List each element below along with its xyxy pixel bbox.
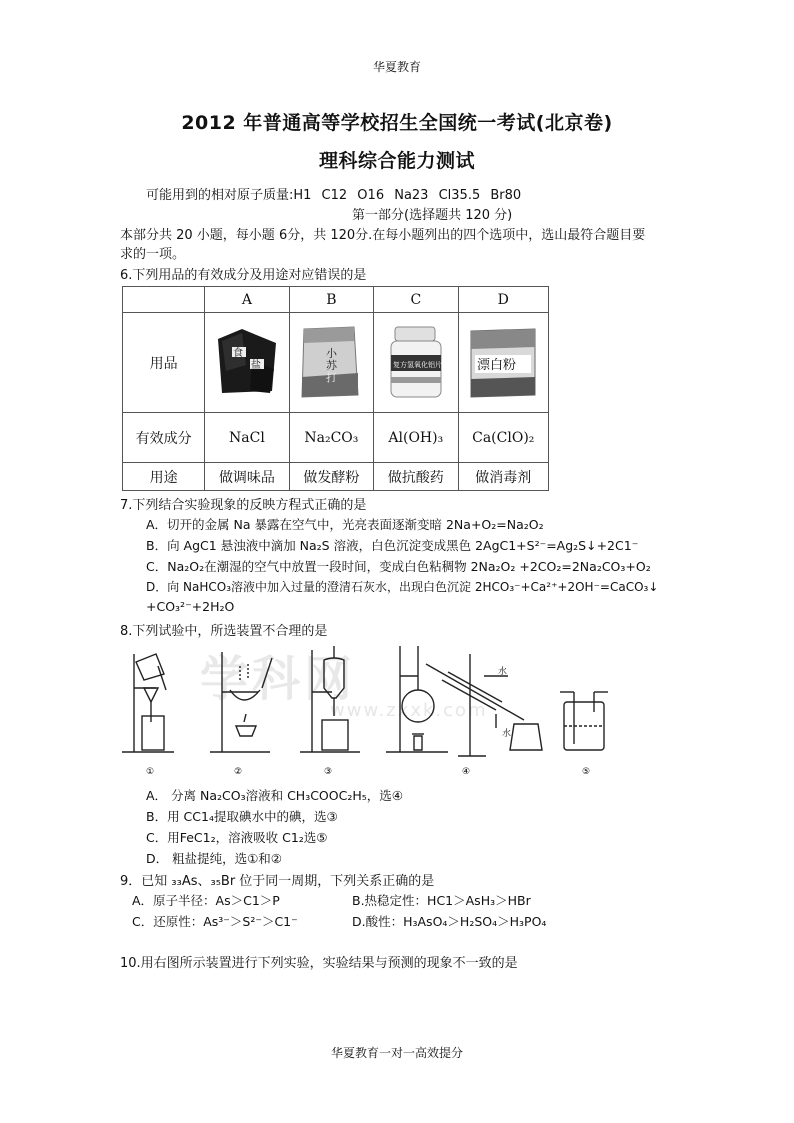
apparatus-5-wash-bottle [560,692,608,750]
figure-label-5: ⑤ [582,767,591,777]
label-water-out: 水 [502,729,512,739]
q7-option-c: C．Na₂O₂在潮湿的空气中放置一段时间，变成白色粘稠物 2Na₂O₂ +2CO₂=2Na₂CO₃+O₂ [146,559,651,574]
q6-use-c: 做抗酸药 [374,463,458,491]
q6-table [122,286,549,491]
svg-text:小: 小 [326,346,338,360]
q8-stem: 8.下列试验中，所选装置不合理的是 [120,624,328,639]
q6-col-d: D [458,287,548,313]
apparatus-2-evaporation [210,652,272,752]
antacid-bottle-image [381,321,451,401]
page-header: 华夏教育 [372,60,421,74]
q6-corner [123,287,205,313]
q6-ingredient-c: Al(OH)₃ [374,413,458,463]
page-footer: 华夏教育一对一高效提分 [330,1046,463,1060]
figure-label-3: ③ [324,767,333,777]
q7-option-b: B．向 AgC1 悬浊液中滴加 Na₂S 溶液，白色沉淀变成黑色 2AgC1+S²⁻=Ag₂S↓+2C1⁻ [146,538,639,553]
q9-option-b: B.热稳定性：HC1＞AsH₃＞HBr [352,893,531,908]
q7-option-d: D．向 NaHCO₃溶液中加入过量的澄清石灰水，出现白色沉淀 2HCO₃⁻+Ca²⁺+2OH⁻=CaCO₃↓ [146,580,659,594]
q9-stem: 9．已知 ₃₃As、₃₅Br 位于同一周期，下列关系正确的是 [120,874,435,889]
q8-option-b: B．用 CC1₄提取碘水中的碘，选③ [146,809,338,824]
q6-row-label-ingredient: 有效成分 [123,413,205,463]
q6-row-label-use: 用途 [123,463,205,491]
q8-option-a: A． 分离 Na₂CO₃溶液和 CH₃COOC₂H₅，选④ [146,788,403,803]
q6-use-d: 做消毒剂 [458,463,548,491]
q10-stem: 10.用右图所示装置进行下列实验，实验结果与预测的现象不一致的是 [120,956,518,971]
svg-text:复方氢氧化铝片: 复方氢氧化铝片 [392,360,442,369]
q6-ingredient-a: NaCl [205,413,289,463]
q6-stem: 6.下列用品的有效成分及用途对应错误的是 [120,268,367,283]
bleach-powder-bag-image [465,321,541,401]
q6-col-c: C [374,287,458,313]
q9-option-c: C．还原性：As³⁻＞S²⁻＞C1⁻ [132,914,298,929]
q6-use-b: 做发酵粉 [289,463,373,491]
q6-product-d [458,313,548,413]
q6-row-label-product: 用品 [123,313,205,413]
watermark-url: www.zxxk.com [330,700,488,721]
q7-option-a: A．切开的金属 Na 暴露在空气中，光亮表面逐渐变暗 2Na+O₂=Na₂O₂ [146,517,544,532]
q6-col-a: A [205,287,289,313]
q6-product-a [205,313,289,413]
q6-product-b [289,313,373,413]
svg-text:苏: 苏 [326,358,338,372]
baking-soda-bag-image [296,321,366,401]
exam-title: 2012 年普通高等学校招生全国统一考试(北京卷) [181,112,613,134]
part-heading: 第一部分(选择题共 120 分) [352,208,513,223]
figure-label-1: ① [146,767,155,777]
svg-text:食: 食 [232,347,243,359]
svg-text:盐: 盐 [250,359,261,371]
q6-product-c [374,313,458,413]
q8-option-d: D． 粗盐提纯，选①和② [146,851,283,866]
q6-ingredient-b: Na₂CO₃ [289,413,373,463]
apparatus-4-distillation [386,646,542,756]
q6-ingredient-d: Ca(ClO)₂ [458,413,548,463]
intro-line-1: 本部分共 20 小题，每小题 6分，共 120分.在每小题列出的四个选项中，选山最符合题目要 [120,228,646,243]
q8-apparatus-figure [118,636,618,786]
q6-col-b: B [289,287,373,313]
svg-text:打: 打 [326,370,338,384]
exam-subtitle: 理科综合能力测试 [318,150,475,172]
apparatus-1-filtration [122,654,174,752]
q7-option-d-cont: +CO₃²⁻+2H₂O [146,599,235,614]
figure-label-4: ④ [462,767,471,777]
label-water-in: 水 [498,667,508,677]
watermark-logo: 学科网 [200,651,357,707]
q7-stem: 7.下列结合实验现象的反映方程式正确的是 [120,498,367,513]
figure-label-2: ② [234,767,243,777]
salt-bag-image [212,321,282,401]
atomic-masses: 可能用到的相对原子质量:H1 C12 O16 Na23 Cl35.5 Br80 [146,188,522,203]
q6-use-a: 做调味品 [205,463,289,491]
apparatus-3-separating-funnel [300,646,360,752]
svg-text:漂白粉: 漂白粉 [477,357,517,373]
intro-line-2: 求的一项。 [120,247,186,262]
q8-option-c: C．用FeC1₂，溶液吸收 C1₂选⑤ [146,830,328,845]
q9-option-a: A．原子半径：As＞C1＞P [132,893,280,908]
q9-option-d: D.酸性：H₃AsO₄＞H₂SO₄＞H₃PO₄ [352,914,547,929]
